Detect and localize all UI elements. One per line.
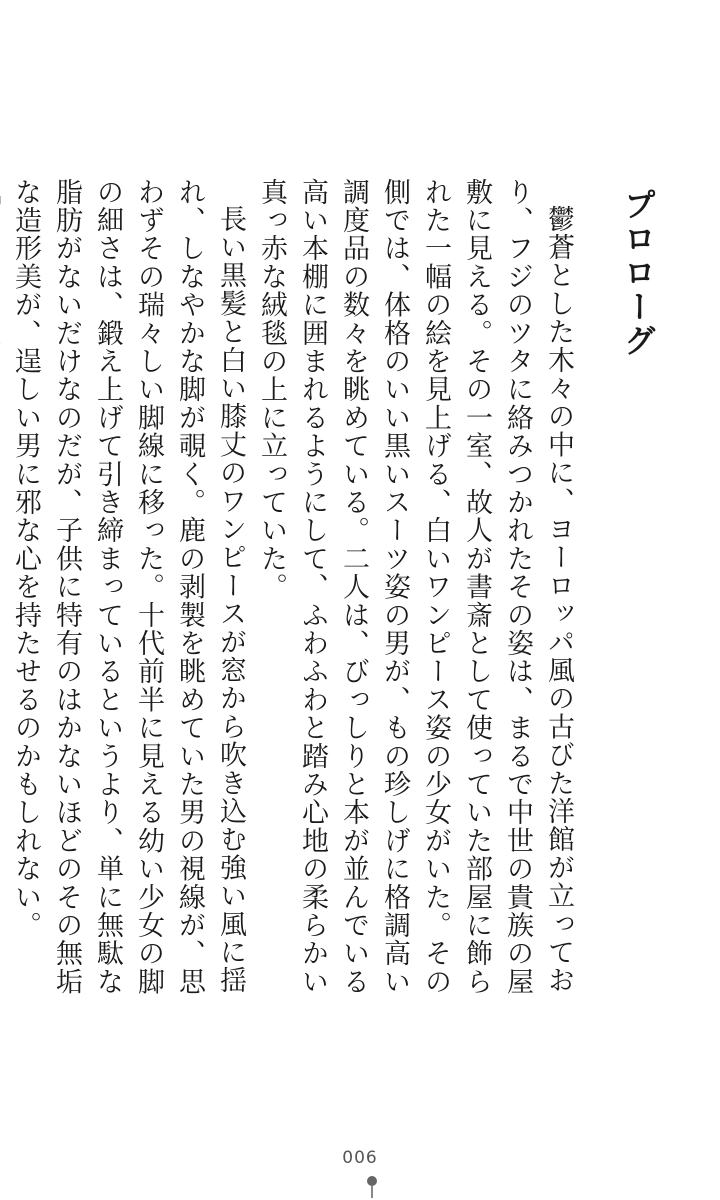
- paragraph: 鬱蒼とした木々の中に、ヨーロッパ風の古びた洋館が立っており、フジのツタに絡みつかれたその姿は、まるで中世の貴族の屋敷に見える。その一室、故人が書斎として使っていた部屋に飾られた一幅の絵を見上げる、白いワンピース姿の少女がいた。その側では、体格のいい黒いスーツ姿の男が、もの珍しげに格調高い調度品の数々を眺めている。二人は、びっしりと本が並んでいる高い本棚に囲まれるようにして、ふわふわと踏み心地の柔らかい真っ赤な絨毯の上に立っていた。: [256, 178, 574, 996]
- page-marker-dot: [367, 1176, 377, 1186]
- dialogue-paragraph: [0, 178, 5, 1018]
- page-marker-stem: [371, 1186, 373, 1198]
- chapter-title: プロローグ: [619, 188, 657, 358]
- page-number: 006: [342, 1148, 378, 1168]
- vertical-text-body: [10, 178, 658, 1018]
- paragraph: 長い黒髪と白い膝丈のワンピースが窓から吹き込む強い風に揺れ、しなやかな脚が覗く。鹿の剥製を眺めていた男の視線が、思わずその瑞々しい脚線に移った。十代前半に見える幼い少女の脚の細さは、鍛え上げて引き締まっているというより、単に無駄な脂肪がないだけなのだが、子供に特有のはかないほどのその無垢な造形美が、逞しい男に邪な心を持たせるのかもしれない。: [10, 178, 246, 996]
